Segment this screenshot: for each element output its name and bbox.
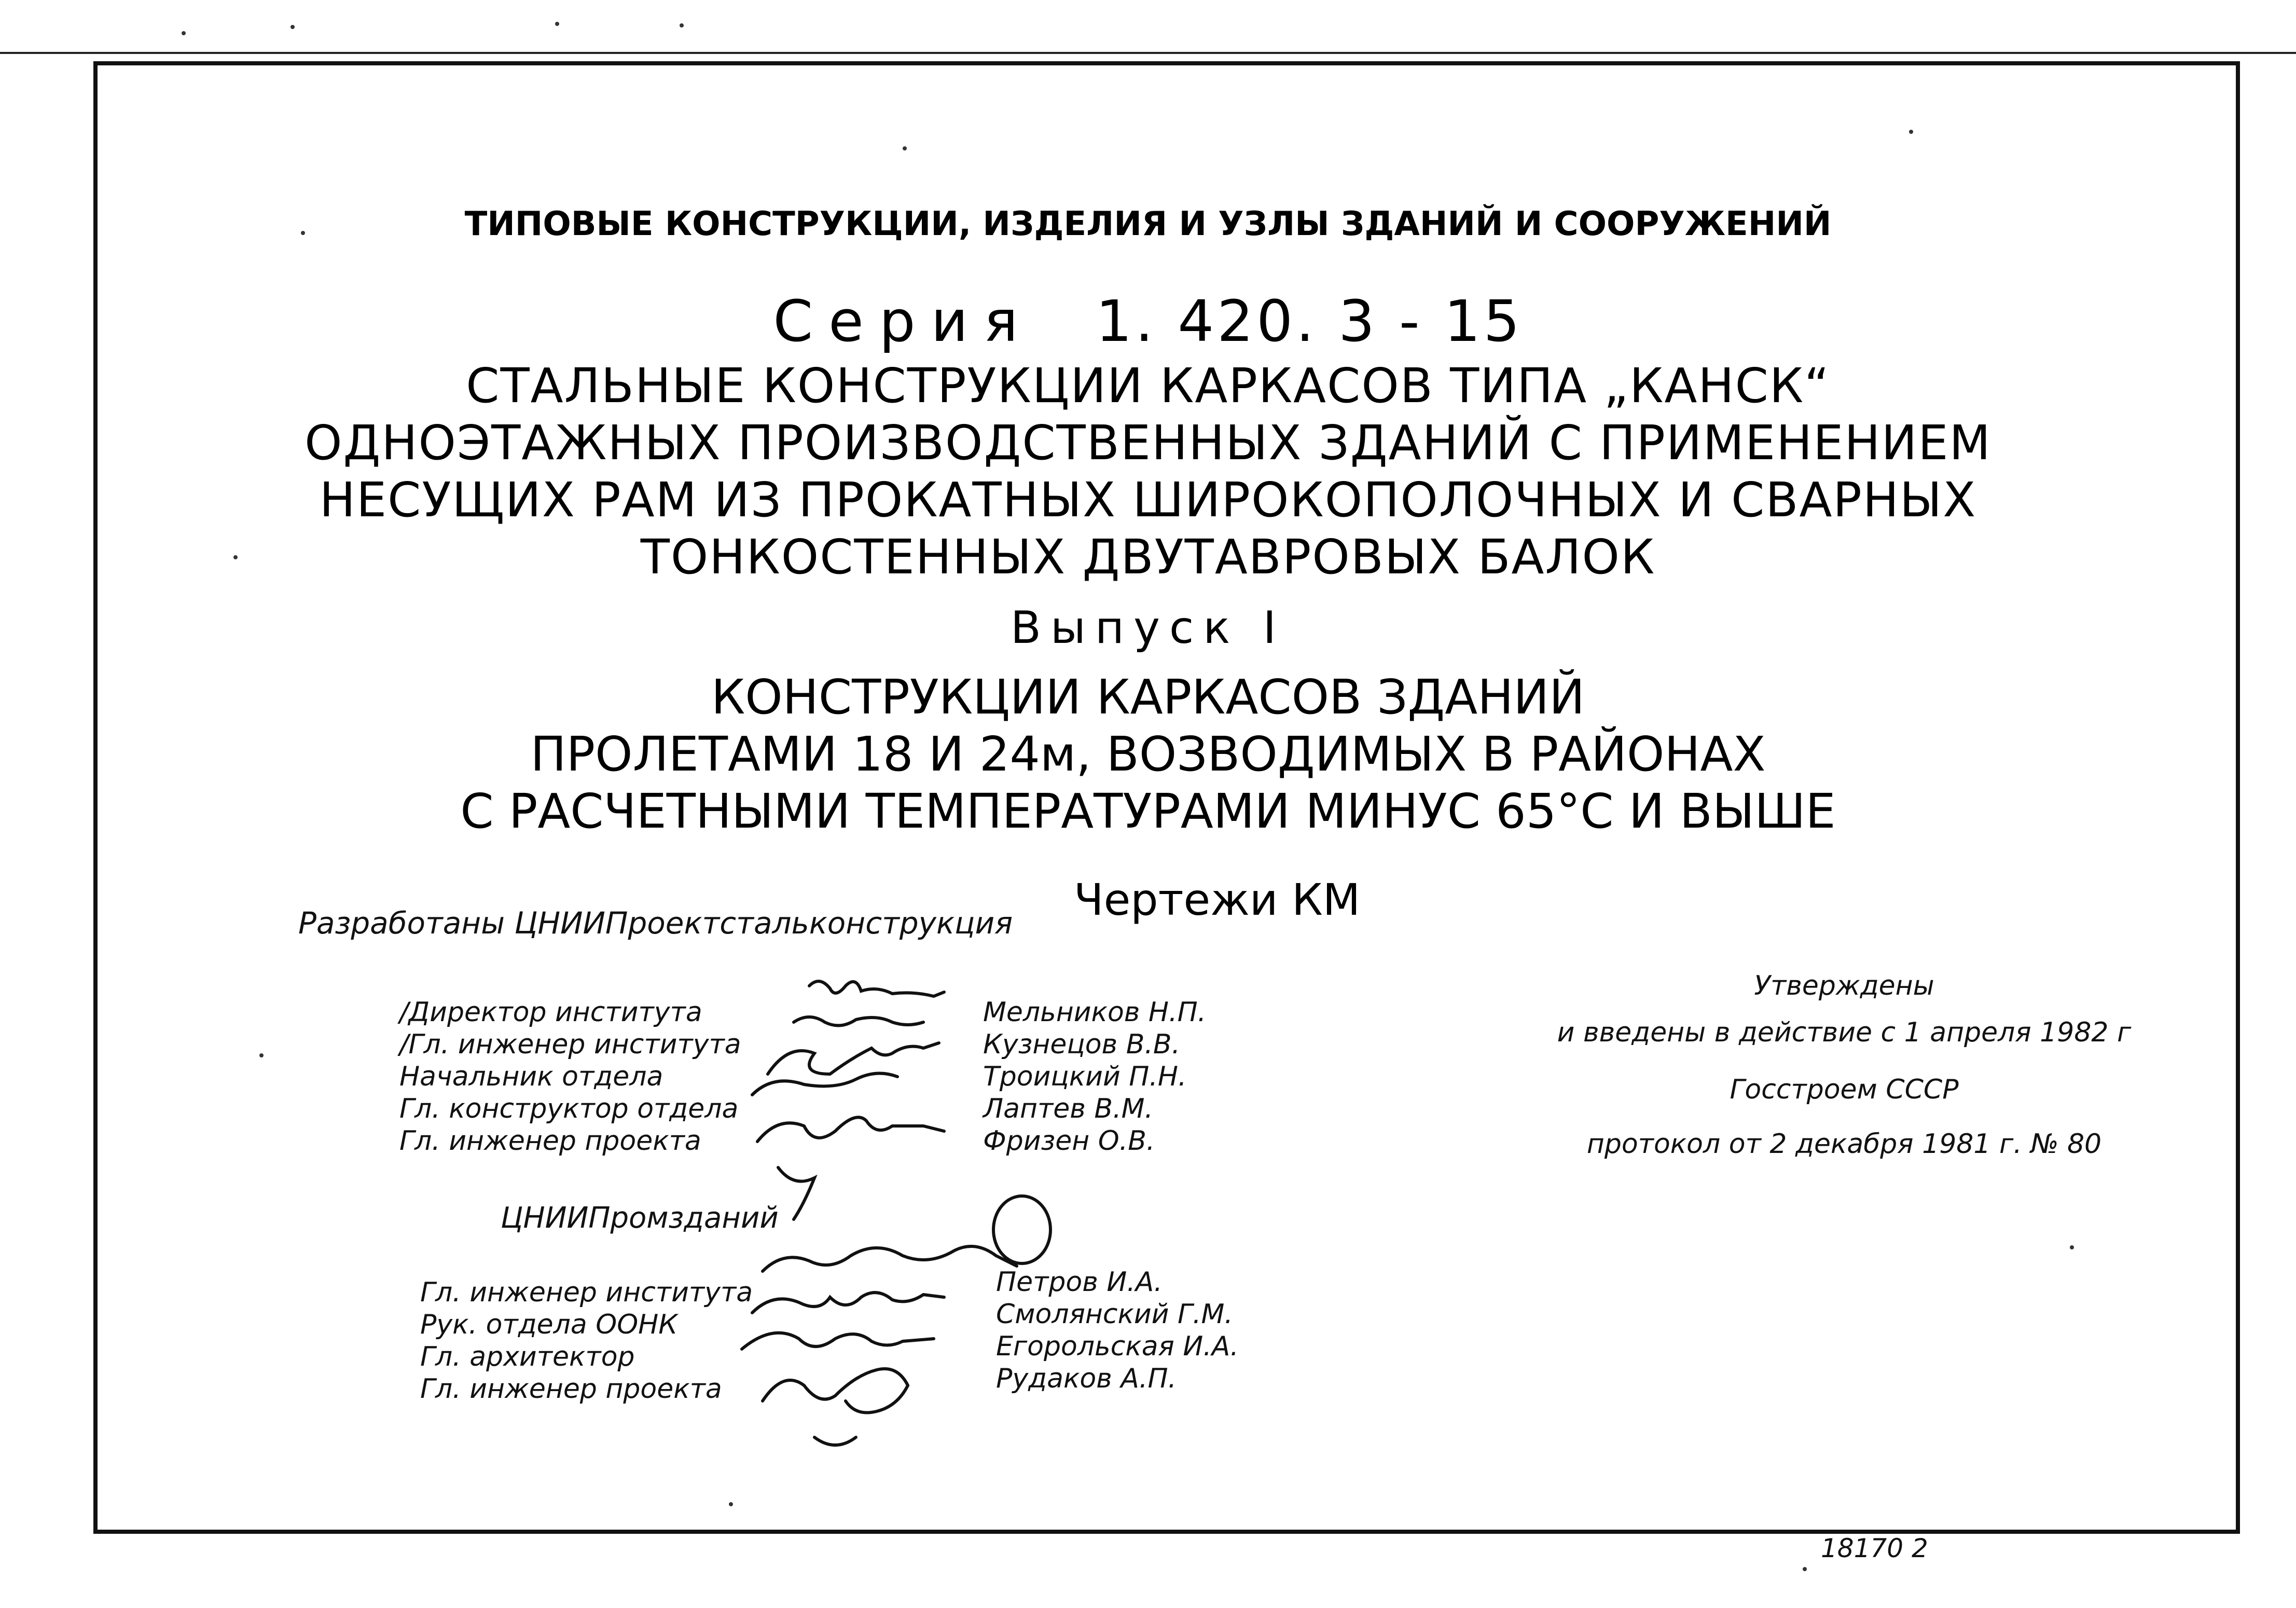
issue-label: Выпуск I xyxy=(1011,602,1285,654)
signature-mark xyxy=(794,1017,923,1025)
signature-mark xyxy=(809,981,944,996)
scan-dot xyxy=(555,22,559,26)
approval-line-3: Госстроем СССР xyxy=(1730,1074,1959,1105)
org1-positions xyxy=(399,996,741,1157)
scan-dot xyxy=(182,31,186,35)
signature-mark xyxy=(993,1196,1050,1263)
approval-line-2: и введены в действие с 1 апреля 1982 г xyxy=(1557,1017,2132,1048)
scan-dot xyxy=(1909,130,1913,134)
org2-name-entry: Петров И.А. xyxy=(996,1267,1163,1298)
org2-position: Рук. отдела ООНК xyxy=(420,1309,678,1340)
signature-mark xyxy=(757,1117,944,1142)
header-title: ТИПОВЫЕ КОНСТРУКЦИИ, ИЗДЕЛИЯ И УЗЛЫ ЗДАНИЙ И СООРУЖЕНИЙ xyxy=(464,205,1832,243)
scan-dot xyxy=(2070,1245,2074,1249)
series-number: 1. 420. 3 - 15 xyxy=(1096,288,1523,354)
signature-mark xyxy=(814,1437,856,1445)
org2-name-entry: Егорольская И.А. xyxy=(996,1331,1239,1362)
org2-name-entry: Рудаков А.П. xyxy=(996,1363,1177,1394)
signature-mark xyxy=(752,1074,897,1095)
signature-mark xyxy=(768,1043,939,1074)
scan-dot xyxy=(259,1053,264,1057)
scan-dot xyxy=(680,23,684,28)
org1-name: Троицкий П.Н. xyxy=(983,1061,1187,1092)
title-line-1: СТАЛЬНЫЕ КОНСТРУКЦИИ КАРКАСОВ ТИПА „КАНСК“ xyxy=(466,358,1830,414)
scan-dot xyxy=(1803,1567,1807,1571)
subtitle-line-3: С РАСЧЕТНЫМИ ТЕМПЕРАТУРАМИ МИНУС 65°С И ВЫШЕ xyxy=(460,784,1836,839)
org2-name: ЦНИИПромзданий xyxy=(501,1201,779,1235)
signature-mark xyxy=(763,1246,1017,1271)
org1-name: Лаптев В.М. xyxy=(983,1093,1154,1124)
series-label: Серия xyxy=(773,288,1034,354)
top-border-line xyxy=(0,52,2296,54)
signature-mark xyxy=(742,1333,934,1349)
drawings-label: Чертежи КМ xyxy=(1074,874,1361,925)
scan-dot xyxy=(291,25,295,29)
org1-position: Гл. конструктор отдела xyxy=(399,1093,739,1124)
series-line xyxy=(0,288,2296,354)
developed-by: Разработаны ЦНИИПроектстальконструкция xyxy=(298,905,1013,941)
org1-position: /Директор института xyxy=(399,997,702,1028)
subtitle-line-1: КОНСТРУКЦИИ КАРКАСОВ ЗДАНИЙ xyxy=(711,669,1585,725)
org2-names xyxy=(996,1266,1239,1395)
title-line-4: ТОНКОСТЕННЫХ ДВУТАВРОВЫХ БАЛОК xyxy=(640,529,1656,585)
scan-dot xyxy=(903,146,907,150)
sheet-stamp: 18170 2 xyxy=(1821,1533,1928,1563)
scan-dot xyxy=(729,1502,733,1506)
approval-line-4: протокол от 2 декабря 1981 г. № 80 xyxy=(1586,1129,2102,1160)
title-line-2: ОДНОЭТАЖНЫХ ПРОИЗВОДСТВЕННЫХ ЗДАНИЙ С ПРИМЕНЕНИЕМ xyxy=(305,415,1991,471)
org2-position: Гл. архитектор xyxy=(420,1341,635,1372)
signature-mark xyxy=(763,1369,908,1413)
org1-name: Мельников Н.П. xyxy=(983,997,1207,1028)
org1-position: Начальник отдела xyxy=(399,1061,663,1092)
org2-position: Гл. инженер института xyxy=(420,1277,753,1308)
approval-line-1: Утверждены xyxy=(1754,970,1934,1001)
signature-mark xyxy=(752,1293,944,1313)
org1-name: Фризен О.В. xyxy=(983,1125,1155,1157)
org2-position: Гл. инженер проекта xyxy=(420,1373,722,1405)
org2-name-entry: Смолянский Г.М. xyxy=(996,1299,1233,1330)
subtitle-line-2: ПРОЛЕТАМИ 18 И 24м, ВОЗВОДИМЫХ В РАЙОНАХ xyxy=(530,726,1766,782)
org2-positions xyxy=(420,1276,753,1405)
org1-name: Кузнецов В.В. xyxy=(983,1029,1181,1060)
org1-names xyxy=(983,996,1206,1157)
org1-position: Гл. инженер проекта xyxy=(399,1125,701,1157)
title-line-3: НЕСУЩИХ РАМ ИЗ ПРОКАТНЫХ ШИРОКОПОЛОЧНЫХ И СВАРНЫХ xyxy=(319,472,1977,528)
org1-position: /Гл. инженер института xyxy=(399,1029,741,1060)
